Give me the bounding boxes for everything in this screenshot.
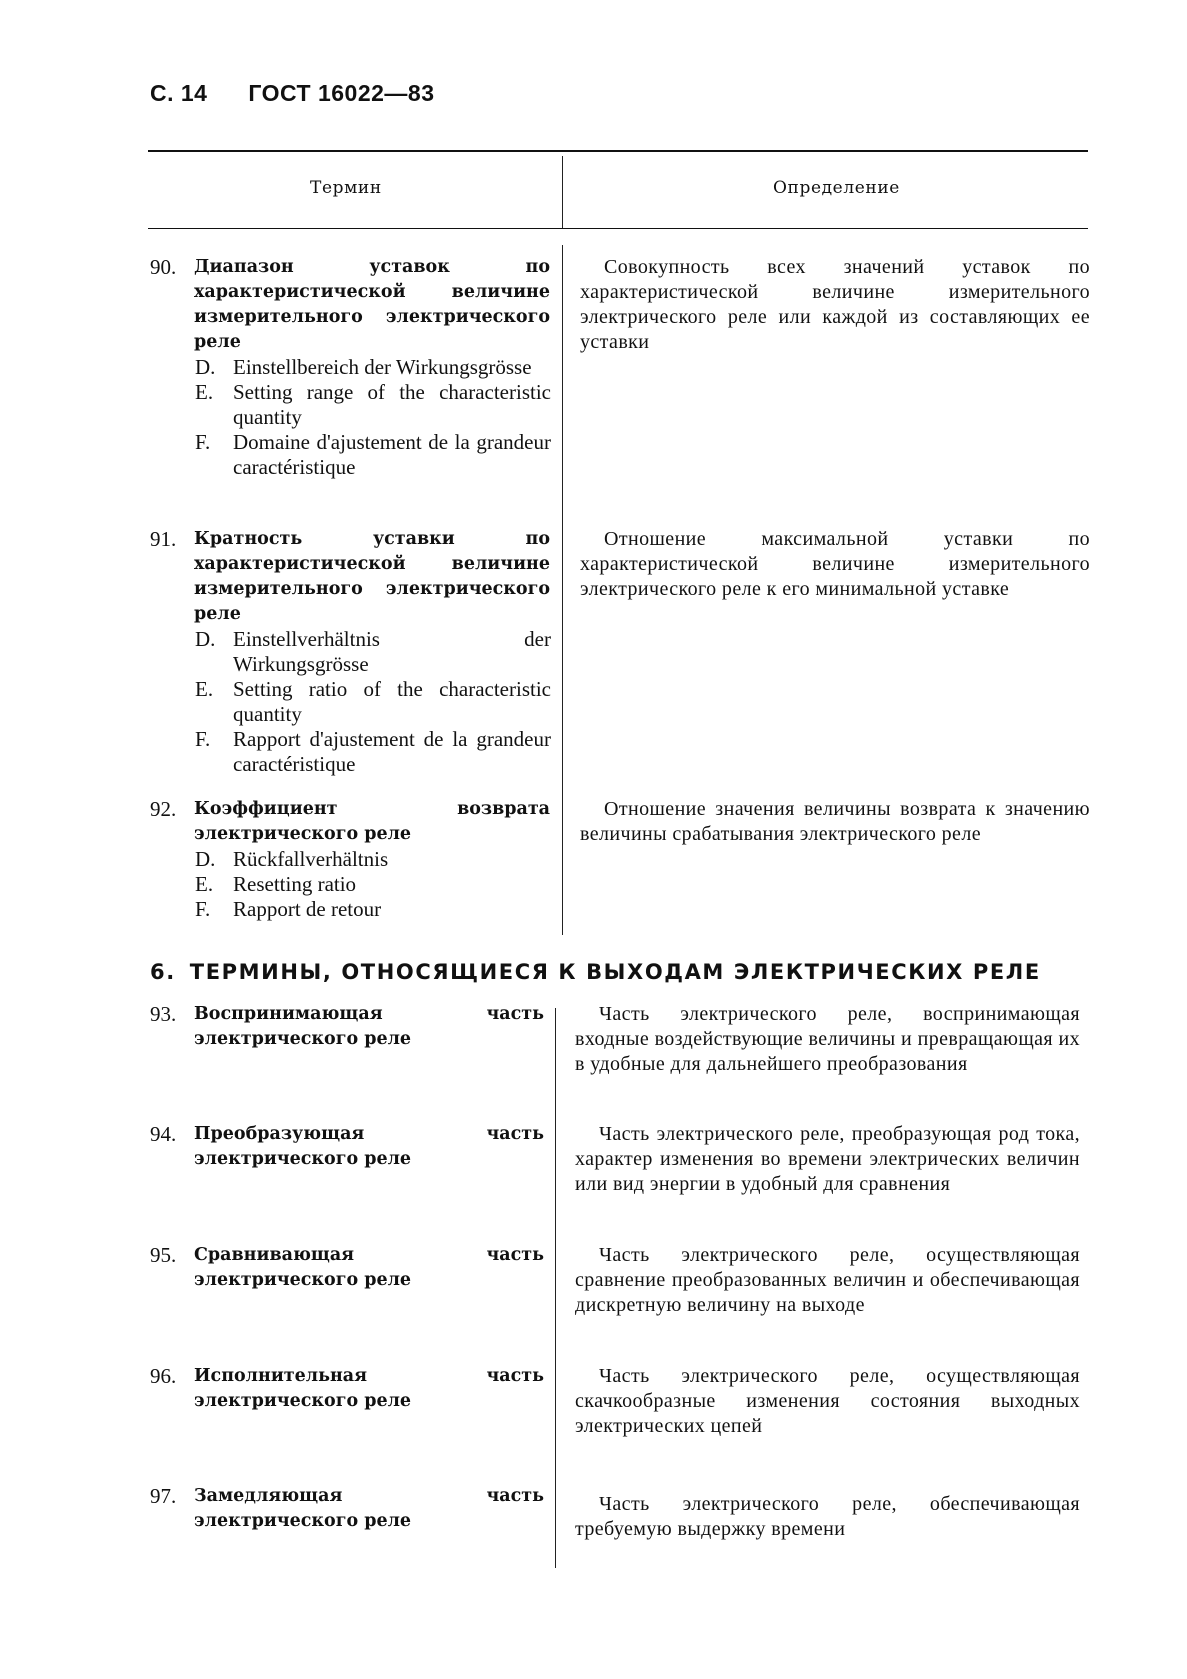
- section-heading: [150, 960, 1041, 984]
- entry-number: 91.: [150, 527, 177, 551]
- column-header-definition: Определение: [773, 178, 900, 198]
- definition-cell: Отношение значения величины возврата к значению величины срабатывания электрического реле: [580, 798, 1090, 845]
- term-de-text: Rückfallverhältnis: [233, 847, 389, 871]
- term-cell: [150, 255, 550, 480]
- term-en-text: Setting range of the characteristic quantity: [233, 380, 551, 429]
- term-fr: F. Rapport d'ajustement de la grandeur caractéristique: [195, 727, 551, 776]
- page-header: [150, 80, 435, 107]
- term-fr-text: Rapport d'ajustement de la grandeur caractéristique: [233, 727, 551, 776]
- term-cell: [150, 1484, 545, 1534]
- term-heading: [150, 527, 550, 627]
- term-heading: [150, 797, 550, 847]
- term-text: Диапазон уставок по характеристической величине измерительного электрического реле: [194, 257, 550, 352]
- term-de-text: Einstellbereich der Wirkungsgrösse: [233, 355, 532, 379]
- column-header-term: Термин: [310, 178, 382, 198]
- term-en: E. Resetting ratio: [150, 872, 551, 897]
- term-cell: [150, 527, 550, 777]
- term-cell: [150, 797, 550, 922]
- term-en: E. Setting range of the characteristic quantity: [195, 380, 551, 429]
- entry-number: 94.: [150, 1122, 177, 1146]
- entry-number: 96.: [150, 1364, 177, 1388]
- term-fr: F. Domaine d'ajustement de la grandeur caractéristique: [195, 430, 551, 479]
- term-de-text: Einstellverhältnis der Wirkungsgrösse: [233, 627, 551, 676]
- term-text: Кратность уставки по характеристической величине измерительного электрического реле: [194, 529, 550, 624]
- term-en-text: Resetting ratio: [233, 872, 357, 896]
- entry-number: 92.: [150, 797, 177, 821]
- entry-number: 90.: [150, 255, 177, 279]
- term-en: E. Setting ratio of the characteristic quantity: [195, 677, 551, 726]
- entry-number: 93.: [150, 1002, 177, 1026]
- standard-number: ГОСТ 16022—83: [248, 80, 435, 106]
- entry-number: 95.: [150, 1243, 177, 1267]
- term-de: D. Rückfallverhältnis: [150, 847, 551, 872]
- term-text: Сравнивающая часть электрического реле: [194, 1245, 544, 1290]
- definition-cell: Отношение максимальной уставки по характеристической величине измерительного электрического реле к его минимальной уставке: [580, 528, 1090, 600]
- definition-cell: Часть электрического реле, осуществляющая скачкообразные изменения состояния выходных электрических цепей: [575, 1365, 1080, 1437]
- term-de: D. Einstellbereich der Wirkungsgrösse: [150, 355, 551, 380]
- definition-cell: Часть электрического реле, осуществляющая сравнение преобразованных величин и обеспечивающая дискретную величину на выходе: [575, 1244, 1080, 1316]
- term-text: Замедляющая часть электрического реле: [194, 1486, 544, 1531]
- term-text: Коэффициент возврата электрического реле: [194, 799, 550, 844]
- term-heading: [150, 1364, 545, 1414]
- section-title-text: ТЕРМИНЫ, ОТНОСЯЩИЕСЯ К ВЫХОДАМ ЭЛЕКТРИЧЕСКИХ РЕЛЕ: [189, 960, 1041, 984]
- term-text: Воспринимающая часть электрического реле: [194, 1004, 544, 1049]
- entry-number: 97.: [150, 1484, 177, 1508]
- section-number: 6.: [150, 960, 176, 984]
- column-divider-upper: [562, 245, 563, 935]
- term-de: D. Einstellverhältnis der Wirkungsgrösse: [195, 627, 551, 676]
- term-text: Исполнительная часть электрического реле: [194, 1366, 544, 1411]
- definition-cell: Совокупность всех значений уставок по характеристической величине измерительного электрического реле или каждой из составляющих ее уставки: [580, 256, 1090, 353]
- term-fr-text: Domaine d'ajustement de la grandeur caractéristique: [233, 430, 551, 479]
- term-heading: [150, 1002, 545, 1052]
- column-divider-lower: [555, 1008, 556, 1568]
- term-heading: [150, 255, 550, 355]
- term-cell: [150, 1364, 545, 1414]
- term-cell: [150, 1002, 545, 1052]
- definition-cell: Часть электрического реле, обеспечивающая требуемую выдержку времени: [575, 1493, 1080, 1540]
- term-cell: [150, 1243, 545, 1293]
- term-heading: [150, 1243, 545, 1293]
- column-divider-header: [562, 156, 563, 228]
- definition-cell: Часть электрического реле, преобразующая род тока, характер изменения во времени электрических величин или вид энергии в удобный для сравнения: [575, 1123, 1080, 1195]
- table-top-rule: [148, 150, 1088, 152]
- term-en-text: Setting ratio of the characteristic quantity: [233, 677, 551, 726]
- term-heading: [150, 1484, 545, 1534]
- definition-cell: Часть электрического реле, воспринимающая входные воздействующие величины и превращающая их в удобные для дальнейшего преобразования: [575, 1003, 1080, 1075]
- term-cell: [150, 1122, 545, 1172]
- table-header-rule: [148, 228, 1088, 229]
- term-fr: F. Rapport de retour: [150, 897, 551, 922]
- page-number: С. 14: [150, 80, 208, 106]
- term-heading: [150, 1122, 545, 1172]
- term-fr-text: Rapport de retour: [233, 897, 382, 921]
- term-text: Преобразующая часть электрического реле: [194, 1124, 544, 1169]
